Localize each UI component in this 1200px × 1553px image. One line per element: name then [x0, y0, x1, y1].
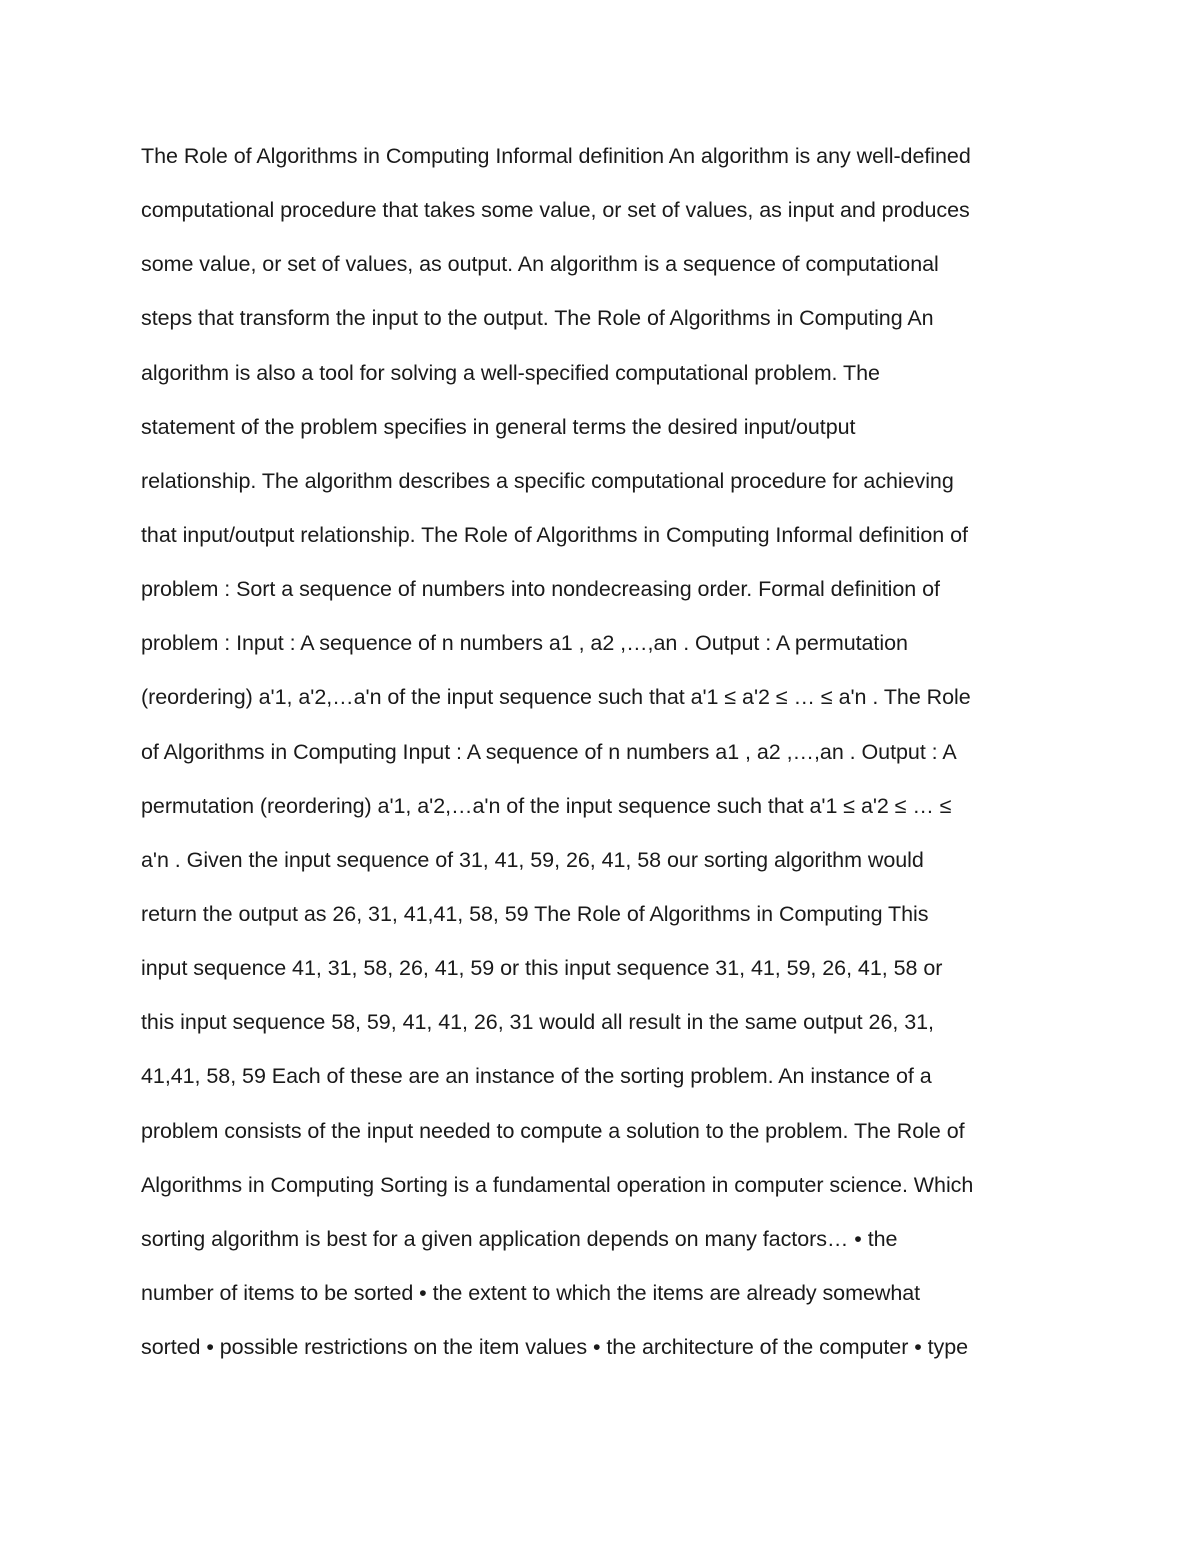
- text-line: return the output as 26, 31, 41,41, 58, 59 The Role of Algorithms in Computing This: [141, 901, 929, 926]
- text-line: Algorithms in Computing Sorting is a fundamental operation in computer science. Which: [141, 1172, 974, 1197]
- text-line: this input sequence 58, 59, 41, 41, 26, 31 would all result in the same output 26, 31,: [141, 1010, 934, 1035]
- text-line: computational procedure that takes some value, or set of values, as input and produces: [141, 198, 970, 223]
- text-line: some value, or set of values, as output. An algorithm is a sequence of computational: [141, 252, 939, 277]
- text-line: of Algorithms in Computing Input : A sequence of n numbers a1 , a2 ,…,an . Output : A: [141, 739, 957, 764]
- text-line: statement of the problem specifies in general terms the desired input/output: [141, 414, 856, 439]
- text-line: (reordering) a'1, a'2,…a'n of the input sequence such that a'1 ≤ a'2 ≤ … ≤ a'n . The Role: [141, 685, 971, 710]
- text-line: input sequence 41, 31, 58, 26, 41, 59 or this input sequence 31, 41, 59, 26, 41, 58 or: [141, 956, 943, 981]
- body-text: [141, 129, 1101, 1374]
- text-line: a'n . Given the input sequence of 31, 41, 59, 26, 41, 58 our sorting algorithm would: [141, 847, 924, 872]
- text-line: that input/output relationship. The Role of Algorithms in Computing Informal definition of: [141, 522, 968, 547]
- text-line: permutation (reordering) a'1, a'2,…a'n of the input sequence such that a'1 ≤ a'2 ≤ … ≤: [141, 793, 952, 818]
- text-line: problem : Input : A sequence of n numbers a1 , a2 ,…,an . Output : A permutation: [141, 631, 908, 656]
- text-line: relationship. The algorithm describes a specific computational procedure for achieving: [141, 468, 954, 493]
- text-line: The Role of Algorithms in Computing Informal definition An algorithm is any well-defined: [141, 144, 971, 168]
- text-line: problem : Sort a sequence of numbers into nondecreasing order. Formal definition of: [141, 577, 940, 602]
- text-line: sorting algorithm is best for a given application depends on many factors… • the: [141, 1226, 898, 1251]
- text-line: 41,41, 58, 59 Each of these are an instance of the sorting problem. An instance of a: [141, 1064, 932, 1089]
- text-line: sorted • possible restrictions on the item values • the architecture of the computer • type: [141, 1335, 969, 1360]
- text-line: steps that transform the input to the output. The Role of Algorithms in Computing An: [141, 306, 934, 331]
- text-line: algorithm is also a tool for solving a well-specified computational problem. The: [141, 360, 880, 385]
- text-line: problem consists of the input needed to compute a solution to the problem. The Role of: [141, 1118, 965, 1143]
- text-line: number of items to be sorted • the extent to which the items are already somewhat: [141, 1280, 921, 1305]
